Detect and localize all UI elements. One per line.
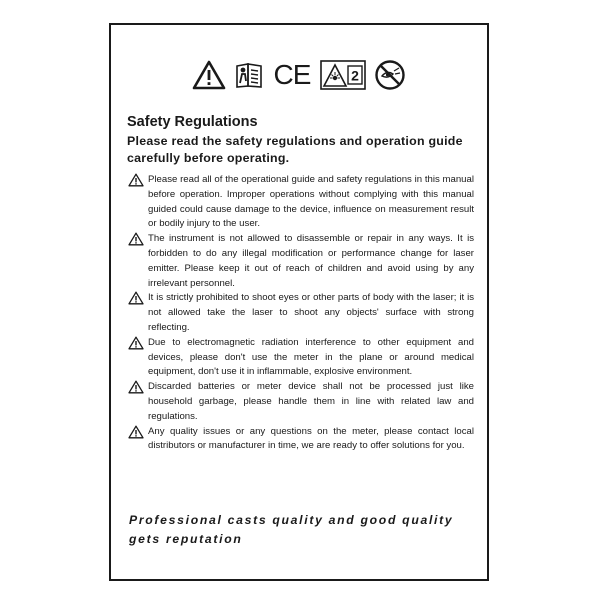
page-subtitle: Please read the safety regulations and operation guide carefully before operating. — [127, 134, 463, 165]
safety-item-list — [128, 173, 474, 454]
safety-item — [128, 380, 474, 424]
safety-item — [128, 232, 474, 291]
safety-item-text: It is strictly prohibited to shoot eyes or other parts of body with the laser; it is not allowed take the laser to shoot any objects' surface with strong reflecting. — [148, 292, 474, 333]
safety-item-text: Due to electromagnetic radiation interference to other equipment and devices, please don't use the meter in the plane or around medical equipment, don't use it in inflammable, explosive environment. — [148, 336, 474, 378]
page-title: Safety Regulations — [127, 114, 258, 130]
warning-icon — [128, 173, 144, 187]
laser-class-icon — [320, 60, 366, 90]
warning-icon — [128, 291, 144, 305]
warning-triangle-icon — [192, 60, 226, 90]
laser-class-number: 2 — [351, 67, 360, 84]
safety-item-text: Please read all of the operational guide and safety regulations in this manual before operation. Improper operations without complying with this manual guided could cause damage to the device, influence on measurement result or bodily injury to the user. — [148, 174, 474, 230]
manual-page — [109, 23, 489, 581]
safety-item — [128, 336, 474, 380]
warning-icon — [128, 380, 144, 394]
read-manual-icon — [234, 61, 264, 89]
safety-item — [128, 425, 474, 455]
no-direct-eye-exposure-icon — [374, 59, 406, 91]
safety-item-text: Discarded batteries or meter device shall not be processed just like household garbage, please handle them in line with related law and regulations. — [148, 381, 474, 422]
safety-symbols-row — [111, 55, 487, 95]
warning-icon — [128, 232, 144, 246]
warning-icon — [128, 336, 144, 350]
safety-item-text: The instrument is not allowed to disassemble or repair in any ways. It is forbidden to do any illegal modification or performance change for laser emitter. Please keep it out of reach of children and avoid using by any irrelevant personnel. — [148, 233, 474, 289]
safety-item-text: Any quality issues or any questions on the meter, please contact local distributors or manufacturer in time, we are ready to offer solutions for you. — [148, 425, 474, 452]
closing-slogan: Professional casts quality and good quality gets reputation — [129, 513, 454, 546]
warning-icon — [128, 425, 144, 439]
safety-item — [128, 291, 474, 335]
safety-item — [128, 173, 474, 232]
ce-mark-icon: CE — [273, 59, 311, 90]
